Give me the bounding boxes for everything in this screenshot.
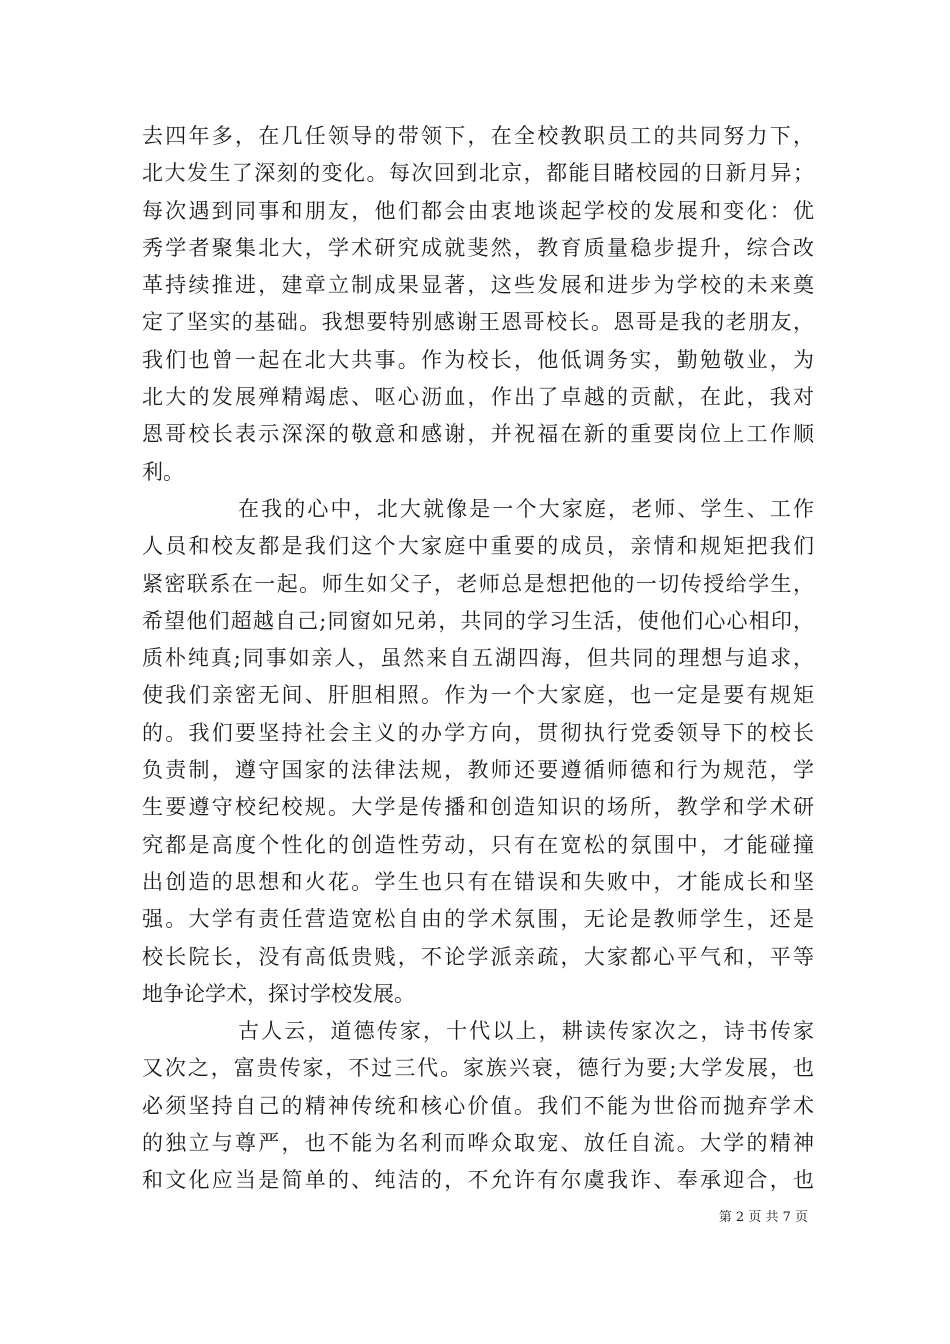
page-number-footer: 第 2 页 共 7 页	[718, 1210, 808, 1225]
text-line: 的独立与尊严，也不能为名利而哗众取宠、放任自流。大学的精神	[142, 1131, 814, 1156]
text-line: 紧密联系在一起。师生如父子，老师总是想把他的一切传授给学生，	[142, 571, 814, 596]
text-line: 出创造的思想和火花。学生也只有在错误和失败中，才能成长和坚	[142, 869, 814, 894]
text-line: 每次遇到同事和朋友，他们都会由衷地谈起学校的发展和变化：优	[142, 198, 814, 223]
text-line: 北大发生了深刻的变化。每次回到北京，都能目睹校园的日新月异；	[142, 161, 814, 186]
text-line: 古人云，道德传家，十代以上，耕读传家次之，诗书传家	[238, 1019, 814, 1044]
paragraph-3	[142, 1013, 814, 1199]
text-line: 又次之，富贵传家，不过三代。家族兴衰，德行为要;大学发展，也	[142, 1056, 814, 1081]
text-line: 希望他们超越自己;同窗如兄弟，共同的学习生活，使他们心心相印，	[142, 608, 814, 633]
paragraph-1	[142, 118, 814, 491]
text-line: 恩哥校长表示深深的敬意和感谢，并祝福在新的重要岗位上工作顺	[142, 422, 814, 447]
text-line: 在我的心中，北大就像是一个大家庭，老师、学生、工作	[238, 496, 814, 521]
text-line: 校长院长，没有高低贵贱，不论学派亲疏，大家都心平气和，平等	[142, 944, 814, 969]
text-line: 人员和校友都是我们这个大家庭中重要的成员，亲情和规矩把我们	[142, 534, 814, 559]
text-line: 究都是高度个性化的创造性劳动，只有在宽松的氛围中，才能碰撞	[142, 832, 814, 857]
text-line: 北大的发展殚精竭虑、呕心沥血，作出了卓越的贡献，在此，我对	[142, 385, 814, 410]
text-line: 质朴纯真;同事如亲人，虽然来自五湖四海，但共同的理想与追求，	[142, 646, 814, 671]
text-line: 定了坚实的基础。我想要特别感谢王恩哥校长。恩哥是我的老朋友，	[142, 310, 814, 335]
paragraph-2	[142, 491, 814, 1013]
text-line: 和文化应当是简单的、纯洁的，不允许有尔虞我诈、奉承迎合，也	[142, 1168, 814, 1193]
text-line: 强。大学有责任营造宽松自由的学术氛围，无论是教师学生，还是	[142, 907, 814, 932]
text-line: 我们也曾一起在北大共事。作为校长，他低调务实，勤勉敬业，为	[142, 347, 814, 372]
body-text	[142, 118, 814, 1200]
text-line: 生要遵守校纪校规。大学是传播和创造知识的场所，教学和学术研	[142, 795, 814, 820]
text-line: 去四年多，在几任领导的带领下，在全校教职员工的共同努力下，	[142, 124, 814, 148]
text-line: 使我们亲密无间、肝胆相照。作为一个大家庭，也一定是要有规矩	[142, 683, 814, 708]
text-line: 秀学者聚集北大，学术研究成就斐然，教育质量稳步提升，综合改	[142, 235, 814, 260]
text-line: 必须坚持自己的精神传统和核心价值。我们不能为世俗而抛弃学术	[142, 1093, 814, 1118]
text-line: 的。我们要坚持社会主义的办学方向，贯彻执行党委领导下的校长	[142, 720, 814, 745]
text-line: 利。	[142, 459, 184, 484]
text-line: 革持续推进，建章立制成果显著，这些发展和进步为学校的未来奠	[142, 273, 814, 298]
text-line: 地争论学术，探讨学校发展。	[142, 981, 415, 1006]
text-line: 负责制，遵守国家的法律法规，教师还要遵循师德和行为规范，学	[142, 758, 814, 783]
